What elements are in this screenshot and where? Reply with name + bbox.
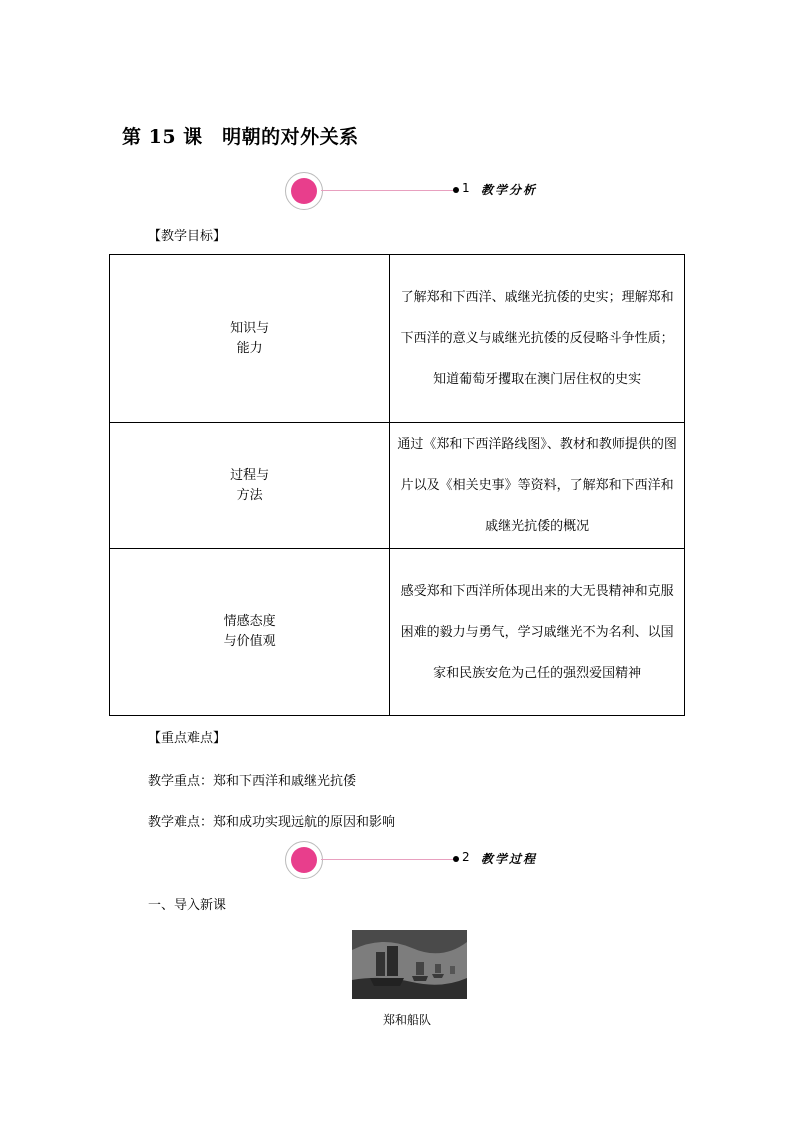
difficult-point-text: 教学难点：郑和成功实现远航的原因和影响 <box>148 815 396 830</box>
key-points-label: 【重点难点】 <box>148 731 227 746</box>
table-row <box>110 255 685 423</box>
section-header-analysis <box>285 172 545 218</box>
objectives-table <box>109 254 685 716</box>
page-title: 第 15 课 明朝的对外关系 <box>122 126 359 148</box>
section-circle-icon <box>285 172 323 210</box>
category-cell: 过程与 方法 <box>110 423 390 549</box>
description-cell: 了解郑和下西洋、戚继光抗倭的史实；理解郑和下西洋的意义与戚继光抗倭的反侵略斗争性质；知道葡萄牙攫取在澳门居住权的史实 <box>390 255 685 423</box>
section-circle-icon <box>285 841 323 879</box>
section-divider <box>321 859 455 860</box>
section-divider <box>321 190 455 191</box>
section-label: 教学过程 <box>481 852 538 866</box>
intro-heading: 一、导入新课 <box>148 898 227 913</box>
section-label: 教学分析 <box>481 183 538 197</box>
category-cell: 情感态度 与价值观 <box>110 549 390 716</box>
fleet-image <box>352 930 467 999</box>
description-cell: 感受郑和下西洋所体现出来的大无畏精神和克服困难的毅力与勇气，学习戚继光不为名利、以国家和民族安危为己任的强烈爱国精神 <box>390 549 685 716</box>
section-header-process <box>285 841 545 887</box>
objectives-label: 【教学目标】 <box>148 229 227 244</box>
image-caption: 郑和船队 <box>383 1013 432 1027</box>
description-cell: 通过《郑和下西洋路线图》、教材和教师提供的图片以及《相关史事》等资料，了解郑和下西洋和戚继光抗倭的概况 <box>390 423 685 549</box>
section-number: 1 <box>462 181 470 195</box>
category-cell: 知识与 能力 <box>110 255 390 423</box>
table-row <box>110 549 685 716</box>
table-row <box>110 423 685 549</box>
section-number: 2 <box>462 850 470 864</box>
key-point-text: 教学重点：郑和下西洋和戚继光抗倭 <box>148 774 357 789</box>
